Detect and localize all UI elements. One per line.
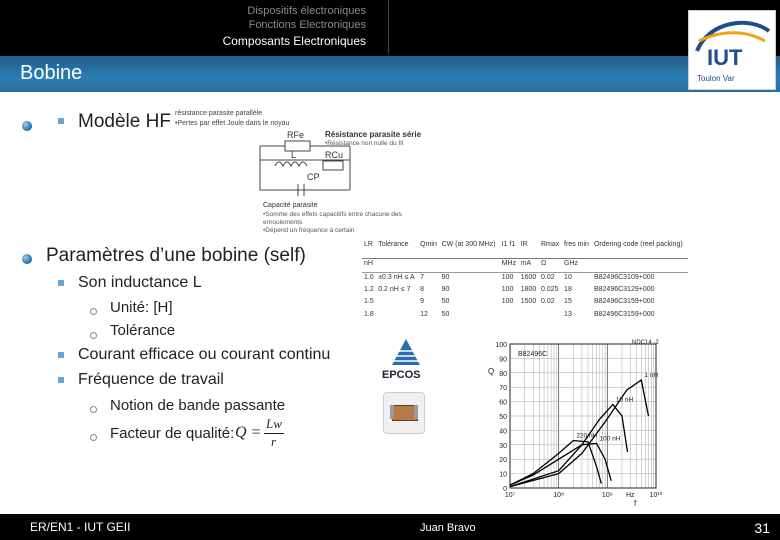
table-unit-cell: GHz	[562, 259, 592, 273]
iut-logo	[688, 10, 776, 90]
header-box	[0, 0, 389, 54]
bullet-unite: Unité: [H]	[110, 299, 173, 316]
footer-bar	[0, 514, 780, 540]
table-unit-cell: MHz	[500, 259, 519, 273]
chart-series-label: 10 nH	[615, 396, 634, 404]
chart-series-label: 220 nH	[576, 432, 598, 440]
table-cell	[376, 297, 418, 309]
bullet-ring	[90, 406, 97, 413]
q-formula-lhs: Q =	[235, 424, 262, 441]
table-cell: B82496C3159+000	[593, 298, 655, 306]
chart-xtick-label: 10⁹	[601, 492, 613, 499]
bullet-ring	[90, 332, 97, 339]
table-unit-cell: Ω	[539, 259, 562, 273]
table-cell: 8	[420, 286, 425, 294]
cap-desc-2: enroulements	[263, 219, 303, 226]
table-cell: B82496C3159+000	[593, 310, 655, 318]
table-cell: 0.025	[540, 286, 559, 294]
circuit-schematic	[175, 108, 425, 236]
table-cell: 100	[501, 286, 514, 294]
table-cell: 50	[441, 298, 450, 306]
label-cp: CP	[307, 172, 320, 182]
table-cell: 90	[441, 286, 450, 294]
chart-ytick-label: 20	[499, 457, 507, 465]
bullet-ring	[90, 308, 97, 315]
table-unit-cell	[592, 259, 688, 273]
chart-xtick-label: 10⁷	[504, 492, 516, 499]
table-row	[362, 272, 688, 285]
label-rcu: RCu	[325, 150, 344, 160]
table-cell: 90	[441, 273, 450, 281]
logo-text: IUT	[707, 45, 743, 70]
table-header-cell: fres min	[562, 240, 592, 259]
table-cell	[500, 310, 519, 322]
bullet-modele-hf: Modèle HF	[78, 111, 171, 132]
header-line-2: Fonctions Electroniques	[248, 19, 366, 31]
footer-author: Juan Bravo	[420, 522, 476, 534]
header-line-1: Dispositifs électroniques	[247, 5, 366, 17]
bullet-square	[58, 352, 64, 358]
table-header-cell: I1 f1	[500, 240, 519, 259]
bullet-dot	[22, 254, 32, 264]
bullet-square	[58, 377, 64, 383]
bullet-dot	[22, 121, 32, 131]
table-cell: 50	[441, 310, 450, 318]
chart-xtick-label: 10⁸	[553, 492, 565, 499]
chart-xtick-label: 10¹⁰	[649, 492, 663, 499]
q-formula-denominator: r	[271, 434, 277, 449]
hf-model-figure	[175, 108, 425, 236]
chart-part-label: B82496C	[518, 351, 548, 358]
title-bar	[0, 56, 780, 92]
table-row	[362, 310, 688, 322]
table-cell: 7	[420, 273, 425, 281]
rs-desc: •Résistance non nulle du fil	[325, 140, 404, 147]
inductor-terminal-icon	[390, 405, 394, 419]
chart-code-label: NDC14 -2	[632, 340, 659, 346]
chart-xunit: Hz	[626, 492, 635, 499]
table-cell: 13	[564, 310, 572, 318]
table-cell: 0.2 nH ≤ 7	[378, 286, 411, 294]
bullet-parametres: Paramètres d’une bobine (self)	[46, 245, 306, 266]
chart-series-label: 1 nH	[644, 372, 659, 379]
table-header-cell: Tolérance	[376, 240, 418, 259]
table-cell: B82496C3129+000	[593, 286, 655, 294]
bullet-square	[58, 118, 64, 124]
header-line-3: Composants Electroniques	[222, 34, 366, 48]
table-cell: 100	[501, 298, 514, 306]
bullet-ring	[90, 434, 97, 441]
bullet-frequence: Fréquence de travail	[78, 371, 224, 388]
chart-ytick-label: 50	[499, 414, 507, 421]
footer-left: ER/EN1 - IUT GEII	[30, 520, 131, 534]
bullet-facteur-qualite: Facteur de qualité:	[110, 425, 235, 442]
chart-xlabel: f	[634, 499, 637, 508]
chart-ytick-label: 80	[499, 370, 507, 378]
table-cell: 0.02	[540, 273, 555, 281]
q-formula-numerator: Lw	[266, 416, 282, 431]
chart-ytick-label: 100	[495, 342, 507, 349]
table-unit-cell: mA	[519, 259, 539, 273]
logo-subtext: Toulon Var	[697, 74, 735, 83]
table-unit-cell	[376, 259, 418, 273]
table-unit-cell: nH	[362, 259, 376, 273]
page-number: 31	[754, 520, 770, 536]
bullet-square	[58, 280, 64, 286]
table-cell: 1500	[520, 298, 537, 306]
table-header-cell: LR	[362, 240, 376, 259]
table-cell	[376, 310, 418, 322]
inductor-terminal-icon	[414, 405, 418, 419]
bullet-tolerance: Tolérance	[110, 322, 176, 339]
table-header-cell: CW (at 300 MHz)	[440, 240, 500, 259]
chart-ytick-label: 70	[499, 385, 507, 393]
cap-title: Capacité parasite	[263, 202, 318, 209]
chart-ytick-label: 10	[499, 471, 507, 479]
inductor-photo	[383, 392, 425, 434]
bullet-bande-passante: Notion de bande passante	[110, 397, 286, 414]
bullet-inductance: Son inductance L	[78, 274, 202, 291]
table-cell: 1.8	[364, 310, 374, 318]
chart-ytick-label: 40	[499, 428, 507, 436]
table-header-cell: IR	[519, 240, 539, 259]
table-cell: 1600	[520, 273, 537, 281]
cap-desc-1: •Somme des effets capacitifs entre chacune des	[263, 211, 402, 218]
iut-logo-graphic	[689, 11, 775, 89]
table-cell: 12	[420, 310, 428, 318]
table-cell: 1.0	[364, 273, 374, 281]
table-unit-cell	[440, 259, 500, 273]
cap-desc-3: •Dépend un fréquence à certain	[263, 227, 355, 234]
chart-svg	[476, 330, 686, 508]
table-header-cell: Ordering code (reel packing)	[592, 240, 688, 259]
header-bar	[0, 0, 780, 56]
table-units-row	[362, 259, 688, 273]
table-cell: 1.2	[364, 286, 374, 294]
chart-ytick-label: 90	[499, 356, 507, 364]
table-cell: 9	[420, 298, 425, 306]
table-row	[362, 297, 688, 309]
table-header-cell: Qmin	[418, 240, 439, 259]
chart-ytick-label: 0	[503, 486, 507, 493]
rp-desc: •Pertes par effet Joule dans le noyau	[175, 120, 290, 127]
label-rfe: RFe	[287, 130, 305, 140]
epcos-logo	[376, 335, 436, 385]
table-cell: 0.02	[540, 298, 555, 306]
bullet-courant: Courant efficace ou courant continu	[78, 346, 331, 363]
chart-ytick-label: 30	[499, 442, 507, 450]
rp-title: résistance parasite parallèle	[175, 110, 263, 117]
table-cell: 100	[501, 273, 514, 281]
label-l: L	[291, 150, 297, 160]
chart-series-line	[510, 441, 601, 486]
rs-title: Résistance parasite série	[325, 130, 422, 139]
table-cell: 1.5	[364, 298, 374, 306]
chart-ytick-label: 60	[499, 399, 507, 407]
table-cell: 15	[564, 298, 572, 306]
table-cell: 1800	[520, 286, 537, 294]
table-header-row	[362, 240, 688, 259]
q-vs-frequency-chart	[476, 330, 686, 508]
table-cell	[519, 310, 539, 322]
table-cell: 18	[564, 286, 572, 294]
table-cell: ±0.3 nH ≤ A	[378, 273, 415, 281]
table-row	[362, 285, 688, 297]
epcos-brand: EPCOS	[382, 369, 421, 381]
table-cell: B82496C3109+000	[593, 273, 655, 281]
chart-ylabel: Q	[488, 367, 495, 376]
table-header-cell: Rmax	[539, 240, 562, 259]
chart-series-label: 100 nH	[599, 435, 621, 443]
inductor-spec-table	[362, 240, 688, 322]
table-cell	[539, 310, 562, 322]
slide-title: Bobine	[20, 62, 83, 84]
table-cell: 10	[564, 273, 572, 281]
table-unit-cell	[418, 259, 439, 273]
